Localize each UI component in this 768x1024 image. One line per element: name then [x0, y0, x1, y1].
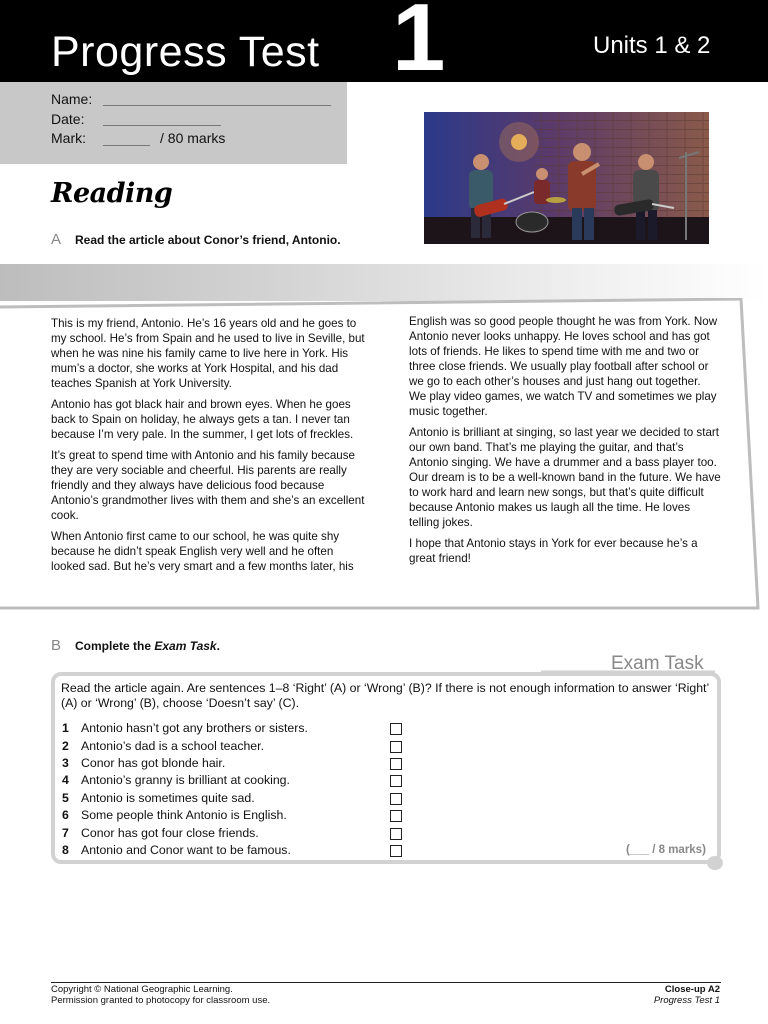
date-field[interactable] — [103, 125, 221, 126]
section-b-instruction-emphasis: Exam Task — [154, 639, 217, 653]
reading-heading: Reading — [51, 178, 173, 209]
test-number: 1 — [392, 0, 446, 91]
article-paragraph: Antonio has got black hair and brown eyes. When he goes back to Spain on holiday, he always gets a tan. I never tan because I’m very pale. In the summer, I get lots of freckles. — [51, 398, 354, 441]
band-photo — [424, 112, 709, 244]
name-field[interactable] — [103, 105, 331, 106]
answer-checkbox[interactable] — [390, 828, 402, 840]
article-paragraph: We play video games, we watch TV and sometimes we play music together. — [409, 390, 717, 418]
question-number: 2 — [62, 739, 69, 753]
permission-line: Permission granted to photocopy for classroom use. — [51, 995, 271, 1006]
answer-checkbox[interactable] — [390, 775, 402, 787]
article-column-right — [409, 314, 721, 572]
exam-task-marks: (___ / 8 marks) — [626, 844, 706, 856]
question-text: Antonio hasn’t got any brothers or sisters. — [81, 721, 308, 735]
marks-total: / 80 marks — [160, 130, 226, 146]
section-b-instruction-text: Complete the — [75, 639, 155, 653]
name-label: Name: — [51, 91, 93, 107]
article-paragraph: I hope that Antonio stays in York for ever because he’s a great friend! — [409, 537, 698, 565]
article-paragraph: When Antonio first came to our school, he was quite shy because he didn’t speak English very well and he often looked sad. But he’s very smart and a few months later, his — [51, 530, 354, 573]
question-text: Conor has got four close friends. — [81, 826, 259, 840]
article-header-band — [0, 264, 768, 301]
answer-checkbox[interactable] — [390, 758, 402, 770]
question-number: 5 — [62, 791, 69, 805]
footer-copyright — [51, 984, 270, 1006]
mark-field[interactable] — [103, 145, 150, 146]
question-number: 3 — [62, 756, 69, 770]
answer-checkbox[interactable] — [390, 741, 402, 753]
date-label: Date: — [51, 111, 85, 127]
article-paragraph: It’s great to spend time with Antonio and his family because they are very sociable and cheerful. His parents are really friendly and they always have delicious food because Antonio’s grandmother lives with them and she’s an excellent cook. — [51, 449, 365, 522]
footer-divider — [51, 982, 721, 983]
question-number: 1 — [62, 721, 69, 735]
question-text: Antonio’s dad is a school teacher. — [81, 739, 264, 753]
article-paragraph: Antonio is brilliant at singing, so last year we decided to start our own band. That’s me playing the guitar, and that’s Antonio singing. We have a drummer and a bass player too. Our dream is to be a well-known band in the future. We have to work hard and learn new songs, but that’s quite difficult because Antonio makes us laugh all the time. He loves telling jokes. — [409, 426, 721, 529]
article-column-left — [51, 316, 368, 580]
section-a-letter: A — [51, 231, 62, 248]
question-number: 6 — [62, 808, 69, 822]
article-paragraph: This is my friend, Antonio. He’s 16 years old and he goes to my school. He’s from Spain and he used to live in Seville, but when he was nine his family came to live here in York. His mum’s a doctor, she works at York Hospital, and his dad teaches Spanish at York University. — [51, 317, 365, 390]
mark-label: Mark: — [51, 130, 86, 146]
question-text: Some people think Antonio is English. — [81, 808, 287, 822]
question-text: Antonio and Conor want to be famous. — [81, 843, 291, 857]
article-paragraph: English was so good people thought he was from York. Now Antonio never looks unhappy. He loves school and has got lots of friends. He likes to spend time with me and two or three close friends. We usually play football after school or we go to each other’s houses and just hang out together. — [409, 315, 718, 388]
question-text: Antonio is sometimes quite sad. — [81, 791, 255, 805]
question-text: Antonio’s granny is brilliant at cooking. — [81, 773, 290, 787]
answer-checkbox[interactable] — [390, 810, 402, 822]
book-title: Close-up A2 — [664, 984, 720, 995]
answer-checkbox[interactable] — [390, 793, 402, 805]
exam-box-corner-knob — [707, 856, 723, 870]
answer-checkbox[interactable] — [390, 845, 402, 857]
footer-book-info — [654, 984, 720, 1006]
units-label: Units 1 & 2 — [593, 32, 711, 59]
question-number: 8 — [62, 843, 69, 857]
exam-task-instruction: Read the article again. Are sentences 1–8 ‘Right’ (A) or ‘Wrong’ (B)? If there is not enough information to answer ‘Right’ (A) or ‘Wrong’ (B), choose ‘Doesn’t say’ (C). — [61, 681, 709, 710]
section-b-instruction — [75, 639, 220, 653]
answer-checkbox[interactable] — [390, 723, 402, 735]
page-title: Progress Test — [51, 28, 320, 76]
header-bar — [0, 0, 768, 91]
exam-task-label: Exam Task — [611, 653, 704, 674]
test-title: Progress Test 1 — [653, 995, 720, 1006]
section-a-instruction: Read the article about Conor’s friend, Antonio. — [75, 233, 341, 247]
band-photo-icon — [424, 112, 709, 244]
question-text: Conor has got blonde hair. — [81, 756, 226, 770]
section-b-instruction-end: . — [216, 639, 220, 653]
student-info-box — [0, 82, 347, 164]
copyright-line: Copyright © National Geographic Learning. — [51, 984, 233, 995]
question-number: 7 — [62, 826, 69, 840]
question-number: 4 — [62, 773, 69, 787]
section-b-letter: B — [51, 637, 62, 654]
